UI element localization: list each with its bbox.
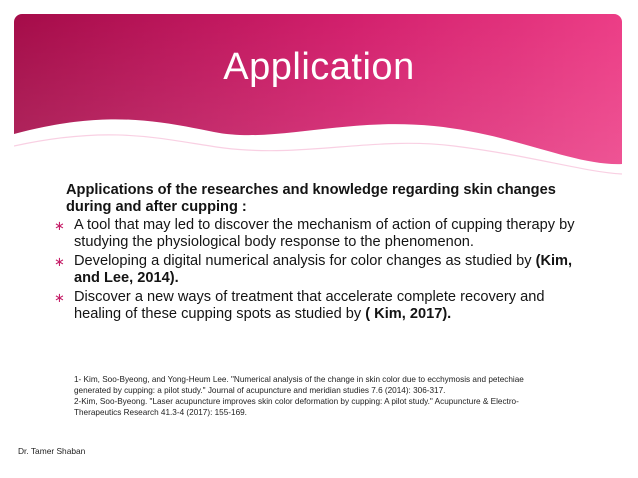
references	[74, 374, 554, 418]
header-wave-graphic	[14, 14, 622, 176]
intro-text: Applications of the researches and knowledge regarding skin changes during and after cupping :	[66, 182, 556, 215]
bullet-item	[54, 217, 576, 251]
slide-title: Application	[223, 46, 415, 88]
bullet-item	[54, 253, 576, 287]
bullet-citation: (Kim, and Lee, 2014).	[74, 253, 573, 286]
slide-body	[54, 182, 576, 325]
asterisk-icon: ∗	[54, 290, 65, 305]
asterisk-icon: ∗	[54, 254, 65, 269]
bullet-text: Developing a digital numerical analysis for color changes as studied by	[74, 253, 536, 269]
header-banner	[14, 14, 622, 176]
bullet-text: A tool that may led to discover the mechanism of action of cupping therapy by studying the physiological body response to the phenomenon.	[74, 217, 575, 250]
footer-author: Dr. Tamer Shaban	[18, 446, 86, 456]
bullet-citation: ( Kim, 2017).	[365, 306, 452, 322]
bullet-list	[54, 217, 576, 323]
bullet-item	[54, 289, 576, 323]
bullet-text: Discover a new ways of treatment that accelerate complete recovery and healing of these cupping spots as studied by	[74, 289, 545, 322]
asterisk-icon: ∗	[54, 218, 65, 233]
reference-item: 2-Kim, Soo-Byeong. "Laser acupuncture improves skin color deformation by cupping: A pilot study." Acupuncture & Electro-Therapeutics Research 41.3-4 (2017): 155-169.	[74, 397, 519, 417]
reference-item: 1- Kim, Soo-Byeong, and Yong-Heum Lee. "Numerical analysis of the change in skin color due to ecchymosis and petechiae generated by cupping: a pilot study." Journal of acupuncture and meridian studies 7.6 (2014): 306-317.	[74, 375, 524, 395]
